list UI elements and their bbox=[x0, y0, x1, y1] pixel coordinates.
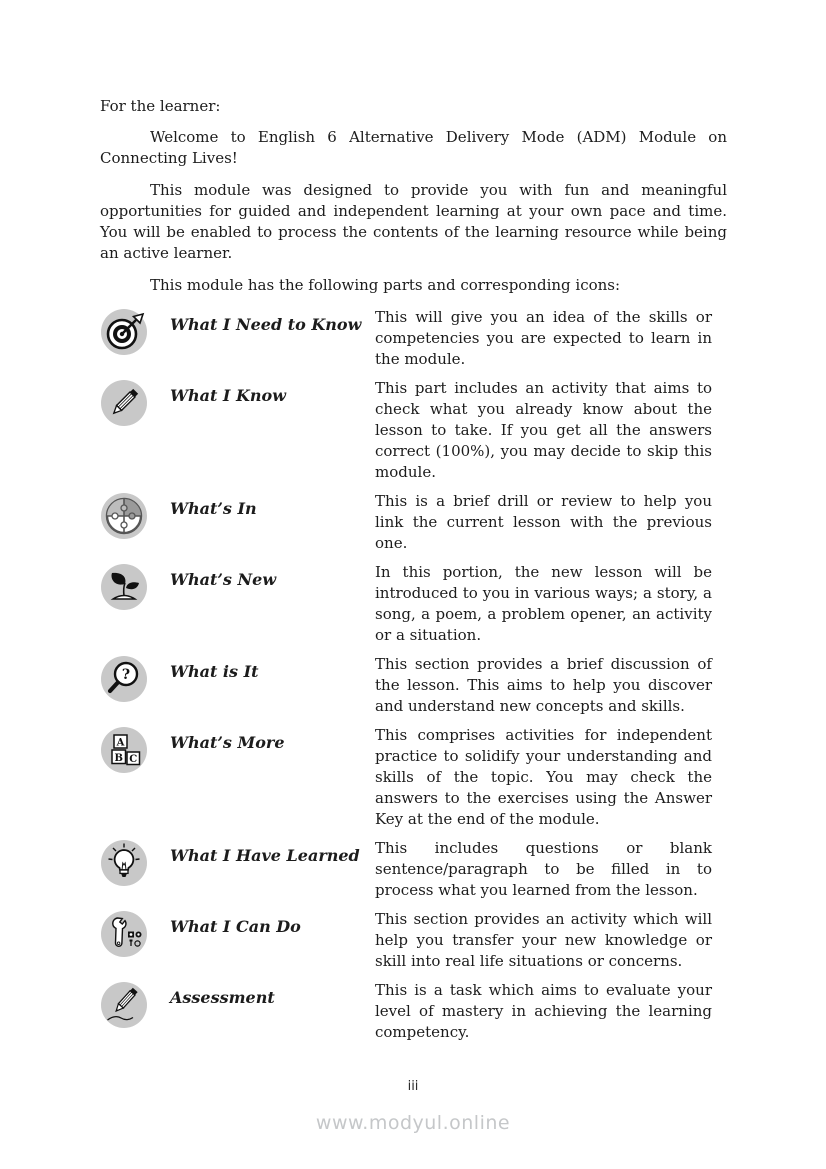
lightbulb-icon bbox=[100, 838, 152, 887]
abc-blocks-icon bbox=[100, 725, 152, 774]
svg-text:?: ? bbox=[121, 667, 131, 683]
icon-guide-row bbox=[100, 562, 727, 646]
page-content bbox=[100, 96, 727, 1051]
section-label: What’s New bbox=[170, 570, 277, 589]
section-label: What is It bbox=[170, 662, 259, 681]
section-description: This section provides an activity which will help you transfer your new knowledge or skill into real life situations or concerns. bbox=[375, 910, 712, 970]
icon-guide-row bbox=[100, 654, 727, 717]
page-number: iii bbox=[407, 1079, 419, 1094]
icon-guide-row bbox=[100, 980, 727, 1043]
module-description-paragraph: This module was designed to provide you with fun and meaningful opportunities for guided and independent learning at your own pace and time. You will be enabled to process the contents of the learning resource while being an active learner. bbox=[100, 181, 727, 262]
icon-guide-row bbox=[100, 725, 727, 830]
icon-guide-row bbox=[100, 307, 727, 370]
watermark: www.modyul.online bbox=[315, 1112, 511, 1134]
writing-pencil-icon bbox=[100, 980, 152, 1029]
section-description: This part includes an activity that aims to check what you already know about the lesson to take. If you get all the answers correct (100%), you may decide to skip this module. bbox=[375, 379, 712, 481]
target-icon bbox=[100, 307, 152, 356]
svg-text:B: B bbox=[114, 752, 123, 764]
svg-text:A: A bbox=[116, 737, 125, 749]
for-the-learner-heading: For the learner: bbox=[100, 97, 221, 115]
parts-intro-paragraph: This module has the following parts and corresponding icons: bbox=[150, 276, 621, 294]
icon-guide-row bbox=[100, 838, 727, 901]
section-description: In this portion, the new lesson will be introduced to you in various ways; a story, a song, a poem, a problem opener, an activity or a situation. bbox=[375, 563, 712, 644]
tools-icon bbox=[100, 909, 152, 958]
puzzle-icon bbox=[100, 491, 152, 540]
icon-guide bbox=[100, 307, 727, 1043]
section-description: This is a task which aims to evaluate your level of mastery in achieving the learning competency. bbox=[375, 981, 712, 1041]
sprout-icon bbox=[100, 562, 152, 611]
section-label: What I Need to Know bbox=[170, 315, 362, 334]
section-label: What I Have Learned bbox=[170, 846, 360, 865]
icon-guide-row bbox=[100, 909, 727, 972]
section-label: What’s In bbox=[170, 499, 257, 518]
section-label: What I Know bbox=[170, 386, 286, 405]
section-description: This comprises activities for independent practice to solidify your understanding and skills of the topic. You may check the answers to the exercises using the Answer Key at the end of the module. bbox=[375, 726, 712, 828]
section-label: What’s More bbox=[170, 733, 285, 752]
pencil-icon bbox=[100, 378, 152, 427]
magnifier-question-icon bbox=[100, 654, 152, 703]
section-description: This includes questions or blank sentence/paragraph to be filled in to process what you learned from the lesson. bbox=[375, 839, 712, 899]
section-label: Assessment bbox=[170, 988, 275, 1007]
section-description: This will give you an idea of the skills or competencies you are expected to learn in the module. bbox=[375, 308, 712, 368]
icon-guide-row bbox=[100, 378, 727, 483]
welcome-paragraph: Welcome to English 6 Alternative Delivery Mode (ADM) Module on Connecting Lives! bbox=[100, 128, 727, 167]
svg-text:C: C bbox=[129, 754, 138, 765]
section-label: What I Can Do bbox=[170, 917, 301, 936]
icon-guide-row bbox=[100, 491, 727, 554]
section-description: This section provides a brief discussion of the lesson. This aims to help you discover and understand new concepts and skills. bbox=[375, 655, 712, 715]
section-description: This is a brief drill or review to help you link the current lesson with the previous one. bbox=[375, 492, 712, 552]
